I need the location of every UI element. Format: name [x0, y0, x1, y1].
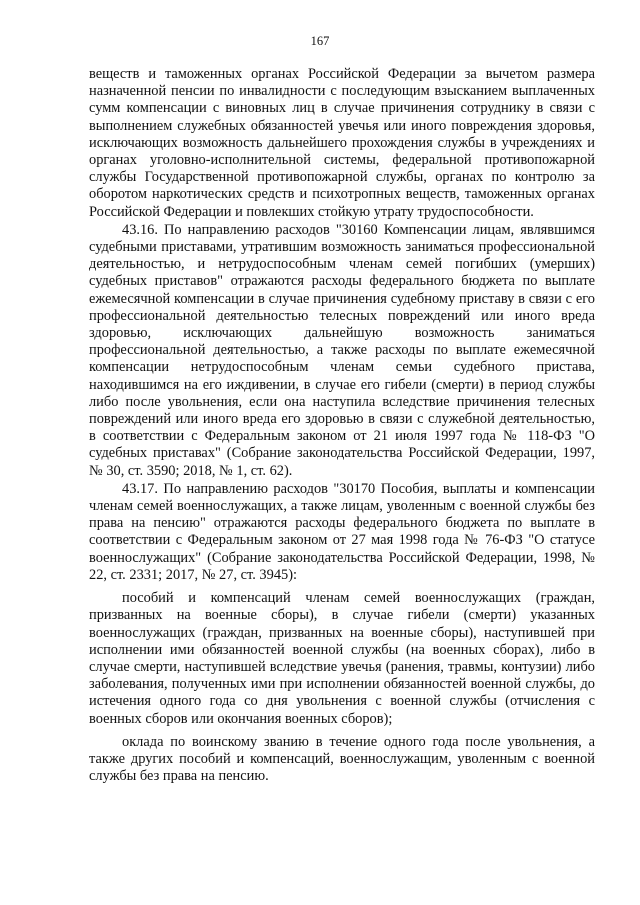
- paragraph-43-16: 43.16. По направлению расходов "30160 Компенсации лицам, являвшимся судебными приставами, утратившим возможность заниматься профессиональной деятельностью, и нетрудоспособным членам семей погибших (умерших) судебных приставов" отражаются расходы федерального бюджета по выплате ежемесячной компенсации в случае причинения судебному приставу в связи с его профессиональной деятельностью телесных повреждений или иного вреда здоровью, исключающих дальнейшую возможность заниматься профессиональной деятельностью, а также расходы по выплате ежемесячной компенсации нетрудоспособным членам семьи судебного пристава, находившимся на его иждивении, в случае его гибели (смерти) в период службы либо после увольнения, если она наступила вследствие причинения телесных повреждений или иного вреда его здоровью в связи с служебной деятельностью, в соответствии с Федеральным законом от 21 июля 1997 года № 118-ФЗ "О судебных приставах" (Собрание законодательства Российской Федерации, 1997, № 30, ст. 3590; 2018, № 1, ст. 62).: [89, 221, 595, 479]
- page-number: 167: [310, 34, 330, 48]
- list-item-benefits: пособий и компенсаций членам семей военнослужащих (граждан, призванных на военные сборы), в случае гибели (смерти) указанных военнослужащих (граждан, призванных на военные сборы), наступившей при исполнении ими обязанностей военной службы (на военных сборах), либо в случае смерти, наступившей вследствие увечья (ранения, травмы, контузии) либо заболевания, полученных ими при исполнении обязанностей военной службы, до истечения одного года со дня увольнения с военной службы (отчисления с военных сборов или окончания военных сборов);: [89, 590, 595, 727]
- paragraph-continuation: веществ и таможенных органах Российской Федерации за вычетом размера назначенной пенсии по инвалидности с последующим взысканием выплаченных сумм компенсации с виновных лиц в случае причинения сотруднику в связи с выполнением служебных обязанностей увечья или иного повреждения здоровья, исключающих возможность дальнейшего прохождения службы в учреждениях и органах уголовно-исполнительной системы, федеральной противопожарной службы Государственной противопожарной службы, органах по контролю за оборотом наркотических средств и психотропных веществ, таможенных органах Российской Федерации и повлекших стойкую утрату трудоспособности.: [89, 66, 595, 220]
- paragraph-43-17: 43.17. По направлению расходов "30170 Пособия, выплаты и компенсации членам семей военнослужащих, а также лицам, уволенным с военной службы без права на пенсию" отражаются расходы федерального бюджета по выплате в соответствии с Федеральным законом от 27 мая 1998 года № 76-ФЗ "О статусе военнослужащих" (Собрание законодательства Российской Федерации, 1998, № 22, ст. 2331; 2017, № 27, ст. 3945):: [89, 480, 595, 583]
- document-body: [89, 66, 595, 785]
- list-item-salary: оклада по воинскому званию в течение одного года после увольнения, а также других пособий и компенсаций, военнослужащим, уволенным с военной службы без права на пенсию.: [89, 733, 595, 785]
